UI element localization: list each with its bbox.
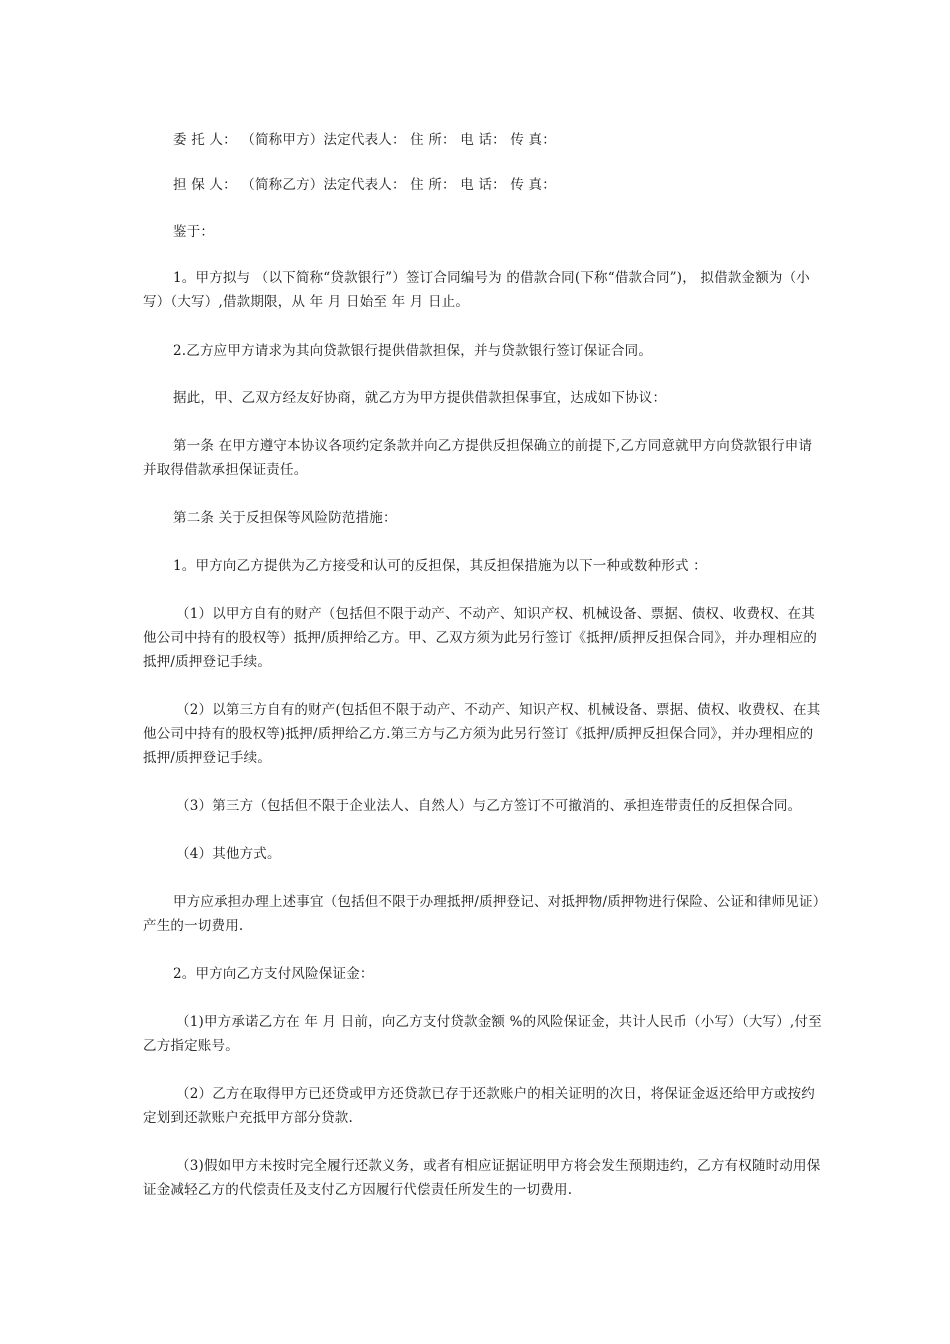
article-2-costs: 甲方应承担办理上述事宜（包括但不限于办理抵押/质押登记、对抵押物/质押物进行保险、公证和律师见证）产生的一切费用. [143, 894, 820, 934]
article-1: 第一条 在甲方遵守本协议各项约定条款并向乙方提供反担保确立的前提下,乙方同意就甲方向贷款银行申请并取得借款承担保证责任。 [143, 438, 813, 478]
article-2-item-2: 2。甲方向乙方支付风险保证金： [173, 966, 374, 982]
article-2-item-1-sub-3: （3）第三方（包括但不限于企业法人、自然人）与乙方签订不可撤消的、承担连带责任的反担保合同。 [176, 798, 802, 814]
whereas-clause-2: 2.乙方应甲方请求为其向贷款银行提供借款担保，并与贷款银行签订保证合同。 [173, 343, 653, 359]
article-2-item-1-sub-2: （2）以第三方自有的财产(包括但不限于动产、不动产、知识产权、机械设备、票据、债权、收费权、在其他公司中持有的股权等)抵押/质押给乙方.第三方与乙方须为此另行签订《抵押/质押反担保合同》，并办理相应的抵押/质押登记手续。 [143, 702, 821, 766]
article-2-item-2-sub-3: （3)假如甲方未按时完全履行还款义务，或者有相应证据证明甲方将会发生预期违约，乙方有权随时动用保证金减轻乙方的代偿责任及支付乙方因履行代偿责任所发生的一切费用. [143, 1158, 821, 1198]
article-2-item-1-sub-4: （4）其他方式。 [176, 846, 281, 862]
article-2-item-2-sub-2: （2）乙方在取得甲方已还贷或甲方还贷款已存于还款账户的相关证明的次日，将保证金返还给甲方或按约定划到还款账户充抵甲方部分贷款. [143, 1086, 815, 1126]
article-2-item-2-sub-1: （1)甲方承诺乙方在 年 月 日前，向乙方支付贷款金额 %的风险保证金，共计人民币（小写）（大写）,付至乙方指定账号。 [143, 1014, 822, 1054]
party-b-line: 担 保 人： （简称乙方）法定代表人： 住 所： 电 话： 传 真： [173, 177, 556, 193]
article-2-item-1: 1。甲方向乙方提供为乙方接受和认可的反担保，其反担保措施为以下一种或数种形式 ： [173, 558, 707, 574]
agreement-intro: 据此，甲、乙双方经友好协商，就乙方为甲方提供借款担保事宜，达成如下协议： [173, 390, 667, 406]
whereas-clause-1: 1。甲方拟与 （以下简称“贷款银行”）签订合同编号为 的借款合同(下称“借款合同”)， 拟借款金额为（小写）（大写）,借款期限，从 年 月 日始至 年 月 日止。 [143, 270, 811, 310]
whereas-heading: 鉴于： [173, 224, 215, 240]
article-2-item-1-sub-1: （1）以甲方自有的财产（包括但不限于动产、不动产、知识产权、机械设备、票据、债权、收费权、在其他公司中持有的股权等）抵押/质押给乙方。甲、乙双方须为此另行签订《抵押/质押反担保合同》，并办理相应的抵押/质押登记手续。 [143, 606, 818, 670]
party-a-line: 委 托 人： （简称甲方）法定代表人： 住 所： 电 话： 传 真： [173, 132, 556, 148]
article-2-heading: 第二条 关于反担保等风险防范措施： [173, 510, 397, 526]
